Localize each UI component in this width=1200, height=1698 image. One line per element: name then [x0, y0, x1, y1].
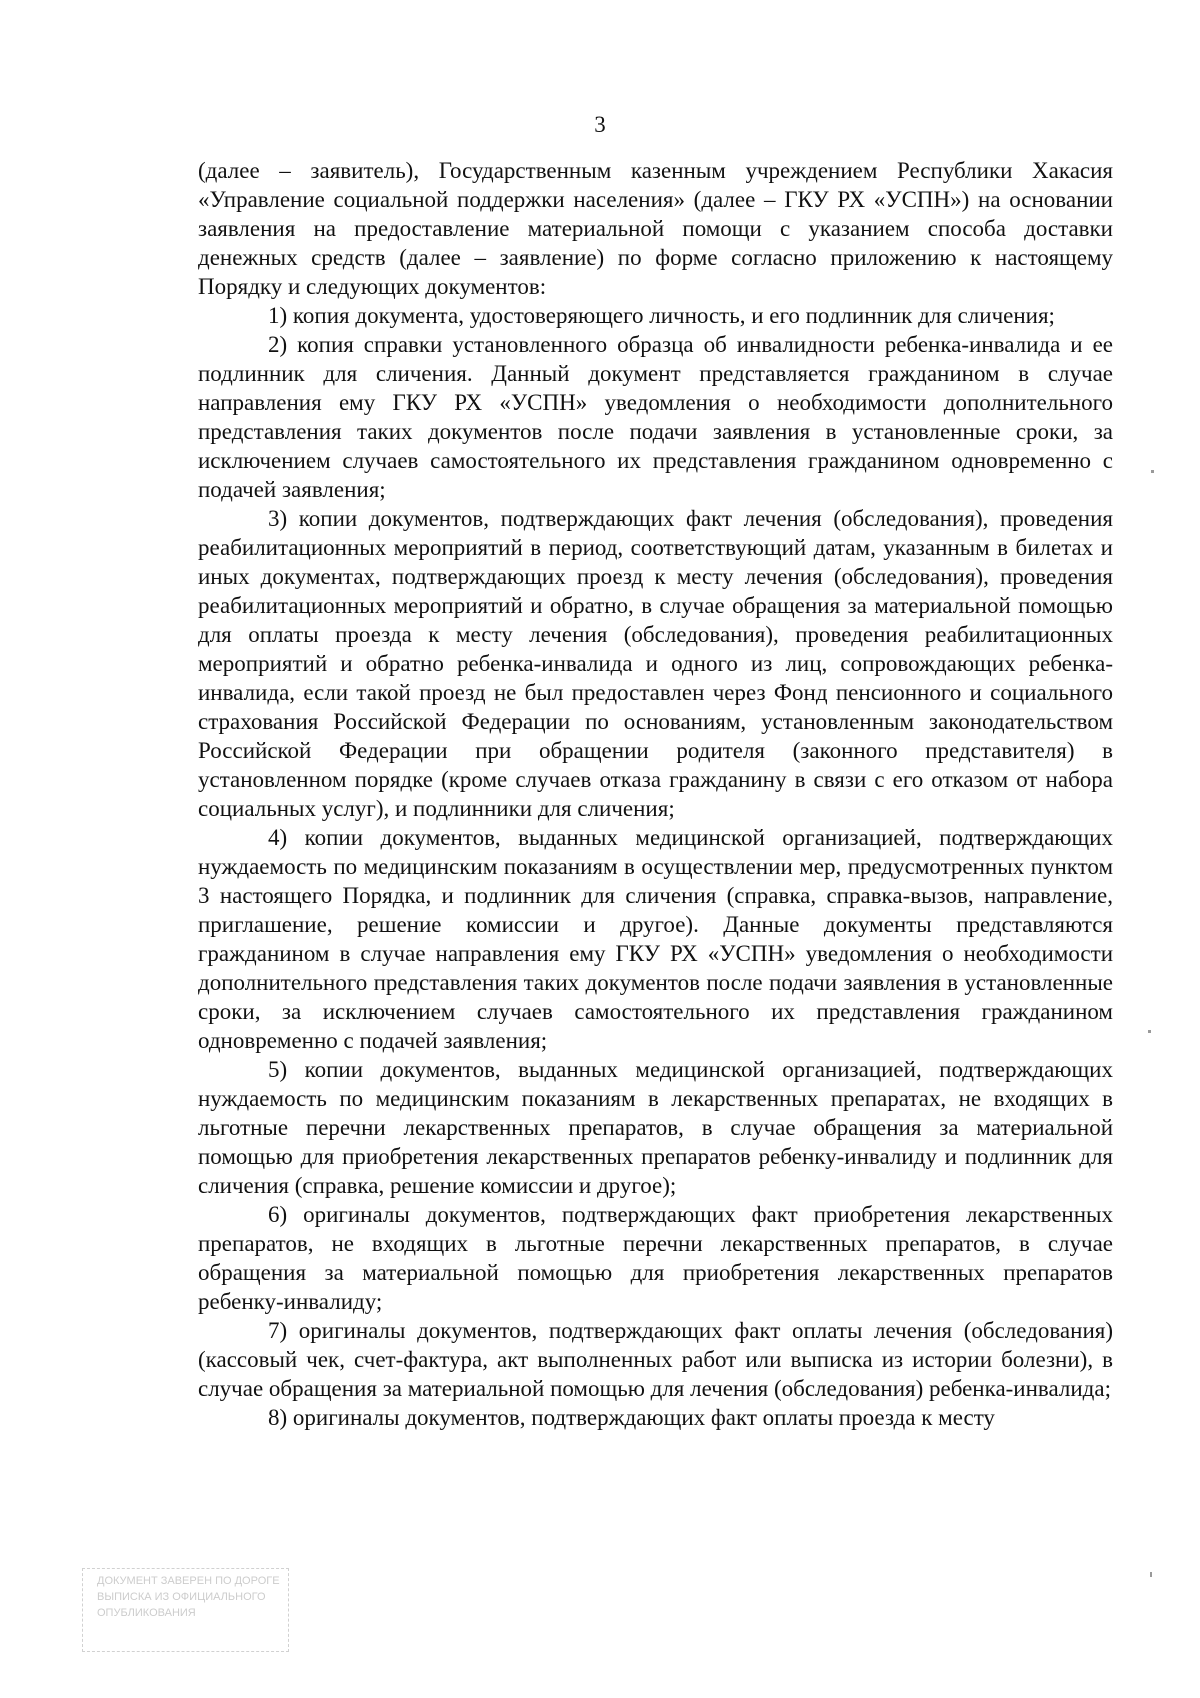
- list-item-1: 1) копия документа, удостоверяющего личность, и его подлинник для сличения;: [268, 303, 1055, 328]
- list-item-3: 3) копии документов, подтверждающих факт лечения (обследования), проведения реабилитационных мероприятий в период, соответствующий датам, указанным в билетах и иных документах, подтверждающих проезд к месту лечения (обследования), проведения реабилитационных мероприятий и обратно, в случае обращения за материальной помощью для оплаты проезда к месту лечения (обследования), проведения реабилитационных мероприятий и обратно ребенка-инвалида и одного из лиц, сопровождающих ребенка-инвалида, если такой проезд не был предоставлен через Фонд пенсионного и социального страхования Российской Федерации по основаниям, установленным законодательством Российской Федерации при обращении родителя (законного представителя) в установленном порядке (кроме случаев отказа гражданину в связи с его отказом от набора социальных услуг), и подлинники для сличения;: [198, 506, 1113, 821]
- document-body: [198, 156, 1113, 1432]
- list-item-5: 5) копии документов, выданных медицинской организацией, подтверждающих нуждаемость по медицинским показаниям в лекарственных препаратах, не входящих в льготные перечни лекарственных препаратов, в случае обращения за материальной помощью для приобретения лекарственных препаратов ребенку-инвалиду и подлинник для сличения (справка, решение комиссии и другое);: [198, 1057, 1113, 1198]
- stamp-line: ОПУБЛИКОВАНИЯ: [97, 1607, 196, 1619]
- list-item-8: 8) оригиналы документов, подтверждающих факт оплаты проезда к месту: [268, 1405, 995, 1430]
- list-item-6: 6) оригиналы документов, подтверждающих факт приобретения лекарственных препаратов, не входящих в льготные перечни лекарственных препаратов, в случае обращения за материальной помощью для приобретения лекарственных препаратов ребенку-инвалиду;: [198, 1202, 1113, 1314]
- stamp-line: ДОКУМЕНТ ЗАВЕРЕН ПО ДОРОГЕ: [97, 1575, 280, 1587]
- list-item-7: 7) оригиналы документов, подтверждающих факт оплаты лечения (обследования) (кассовый чек, счет-фактура, акт выполненных работ или выписка из истории болезни), в случае обращения за материальной помощью для лечения (обследования) ребенка-инвалида;: [198, 1318, 1113, 1401]
- list-item-2: 2) копия справки установленного образца об инвалидности ребенка-инвалида и ее подлинник для сличения. Данный документ представляется гражданином в случае направления ему ГКУ РХ «УСПН» уведомления о необходимости дополнительного представления таких документов после подачи заявления в установленные сроки, за исключением случаев самостоятельного их представления гражданином одновременно с подачей заявления;: [198, 332, 1113, 502]
- scan-speck: [1148, 1030, 1151, 1033]
- scan-speck: [1150, 1572, 1152, 1577]
- page-number: 3: [594, 112, 606, 137]
- faded-stamp: [82, 1568, 289, 1652]
- scan-speck: [1151, 470, 1154, 473]
- list-item-4: 4) копии документов, выданных медицинской организацией, подтверждающих нуждаемость по медицинским показаниям в осуществлении мер, предусмотренных пунктом 3 настоящего Порядка, и подлинник для сличения (справка, справка-вызов, направление, приглашение, решение комиссии и другое). Данные документы представляются гражданином в случае направления ему ГКУ РХ «УСПН» уведомления о необходимости дополнительного представления таких документов после подачи заявления в установленные сроки, за исключением случаев самостоятельного их представления гражданином одновременно с подачей заявления;: [198, 825, 1113, 1053]
- paragraph-intro: (далее – заявитель), Государственным казенным учреждением Республики Хакасия «Управление социальной поддержки населения» (далее – ГКУ РХ «УСПН») на основании заявления на предоставление материальной помощи с указанием способа доставки денежных средств (далее – заявление) по форме согласно приложению к настоящему Порядку и следующих документов:: [198, 158, 1113, 299]
- stamp-line: ВЫПИСКА ИЗ ОФИЦИАЛЬНОГО: [97, 1591, 266, 1603]
